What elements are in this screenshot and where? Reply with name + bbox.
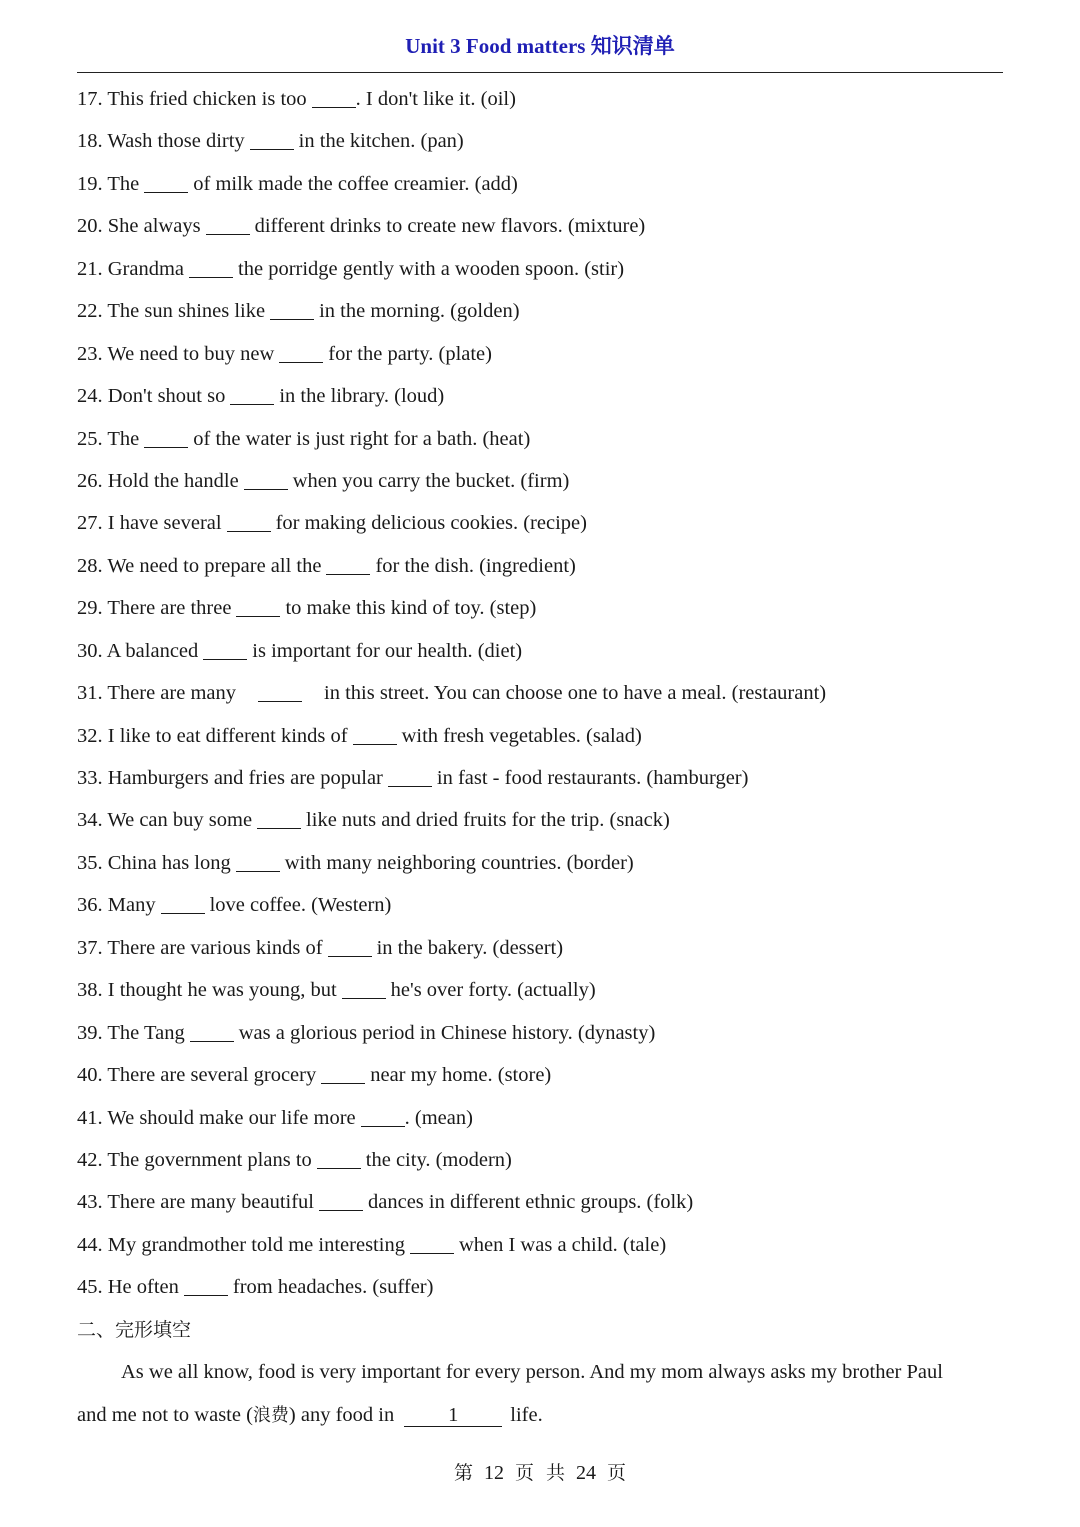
exercise-number: 24. [77, 385, 103, 408]
exercise-number: 18. [77, 130, 103, 153]
exercise-text-before: There are various kinds of [107, 936, 323, 959]
exercise-list [77, 78, 1007, 1309]
exercise-text-before: There are several grocery [107, 1064, 317, 1087]
header-divider [77, 72, 1003, 73]
exercise-text-after: in the bakery. (dessert) [376, 936, 564, 959]
exercise-number: 32. [77, 724, 103, 747]
passage-text: and me not to waste ( [77, 1403, 253, 1426]
exercise-text-before: She always [107, 215, 201, 238]
exercise-item [77, 1012, 1007, 1054]
answer-blank[interactable] [144, 174, 188, 193]
exercise-number: 38. [77, 979, 103, 1002]
answer-blank[interactable] [319, 1192, 363, 1211]
exercise-item [77, 842, 1007, 884]
exercise-number: 44. [77, 1233, 103, 1256]
exercise-text-after: . I don't like it. (oil) [355, 88, 516, 110]
passage-cjk-gloss: 浪费 [252, 1404, 289, 1426]
exercise-text-before: The Tang [107, 1021, 185, 1044]
footer-page-number: 12 [483, 1462, 504, 1484]
exercise-number: 29. [77, 597, 103, 620]
answer-blank[interactable] [328, 938, 372, 957]
answer-blank[interactable] [361, 1108, 405, 1127]
exercise-number: 43. [77, 1191, 103, 1214]
exercise-item [77, 78, 1007, 120]
answer-blank[interactable] [161, 895, 205, 914]
exercise-number: 22. [77, 300, 103, 323]
exercise-number: 40. [77, 1064, 103, 1087]
answer-blank[interactable] [279, 344, 323, 363]
exercise-item [77, 672, 1007, 714]
exercise-text-before: We need to prepare all the [107, 554, 322, 577]
exercise-text-before: Grandma [107, 257, 185, 280]
footer-prefix: 第 [453, 1462, 473, 1484]
exercise-number: 28. [77, 554, 103, 577]
answer-blank[interactable] [353, 726, 397, 745]
exercise-item [77, 248, 1007, 290]
exercise-text-before: Don't shout so [107, 385, 226, 408]
exercise-text-before: Many [107, 894, 156, 917]
passage-line: As we all know, food is very important for every person. And my mom always asks my brother Paul [121, 1361, 943, 1383]
exercise-number: 37. [77, 936, 103, 959]
exercise-text-before: There are many [107, 682, 237, 705]
exercise-text-after: the city. (modern) [365, 1148, 512, 1171]
exercise-text-before: China has long [107, 851, 231, 874]
answer-blank[interactable] [250, 131, 294, 150]
exercise-text-after: near my home. (store) [370, 1064, 552, 1087]
exercise-text-before: The sun shines like [107, 300, 266, 323]
footer-total-pages: 24 [576, 1462, 597, 1484]
exercise-text-after: from headaches. (suffer) [232, 1276, 434, 1299]
exercise-item [77, 715, 1007, 757]
exercise-text-after: with many neighboring countries. (border) [284, 851, 634, 874]
answer-blank[interactable] [326, 556, 370, 575]
exercise-text-before: There are many beautiful [107, 1191, 314, 1214]
exercise-item [77, 418, 1007, 460]
exercise-number: 31. [77, 682, 103, 705]
exercise-item [77, 205, 1007, 247]
exercise-number: 36. [77, 894, 103, 917]
exercise-text-before: Hold the handle [107, 469, 239, 492]
exercise-text-after: like nuts and dried fruits for the trip. (snack) [306, 809, 670, 832]
answer-blank[interactable] [206, 216, 250, 235]
exercise-number: 19. [77, 172, 103, 195]
section-heading: 二、完形填空 [77, 1319, 192, 1341]
passage-text: ) any food in [288, 1403, 395, 1426]
exercise-text-before: He often [107, 1276, 179, 1299]
answer-blank[interactable] [270, 301, 314, 320]
exercise-item [77, 1266, 1007, 1308]
exercise-text-before: I have several [107, 512, 222, 535]
exercise-text-after: . (mean) [404, 1106, 473, 1129]
exercise-text-before: We should make our life more [107, 1106, 356, 1129]
exercise-number: 35. [77, 851, 103, 874]
exercise-number: 25. [77, 427, 103, 450]
exercise-text-before: Hamburgers and fries are popular [107, 767, 383, 789]
exercise-number: 30. [77, 639, 103, 662]
exercise-text-after: he's over forty. (actually) [390, 979, 596, 1002]
exercise-text-after: in fast - food restaurants. (hamburger) [436, 767, 749, 789]
answer-blank[interactable] [236, 598, 280, 617]
exercise-text-after: for the dish. (ingredient) [375, 554, 576, 577]
exercise-item [77, 120, 1007, 162]
exercise-text-before: The [107, 427, 140, 450]
exercise-text-after: to make this kind of toy. (step) [285, 597, 537, 620]
exercise-text-after: love coffee. (Western) [209, 894, 392, 917]
exercise-text-after: different drinks to create new flavors. (mixture) [254, 215, 646, 238]
exercise-text-before: The government plans to [107, 1148, 312, 1171]
exercise-item [77, 587, 1007, 629]
exercise-text-after: dances in different ethnic groups. (folk) [368, 1191, 694, 1214]
exercise-text-after: was a glorious period in Chinese history. (dynasty) [238, 1021, 656, 1044]
answer-blank[interactable] [203, 641, 247, 660]
cloze-passage [77, 1351, 1003, 1437]
exercise-number: 41. [77, 1106, 103, 1129]
exercise-text-after: in the library. (loud) [279, 385, 445, 408]
exercise-item [77, 1054, 1007, 1096]
exercise-number: 20. [77, 215, 103, 238]
exercise-text-before: The [107, 172, 140, 195]
exercise-text-after: for making delicious cookies. (recipe) [275, 512, 587, 535]
exercise-text-before: This fried chicken is too [107, 88, 307, 110]
exercise-number: 45. [77, 1276, 103, 1299]
passage-text: life. [510, 1403, 543, 1426]
answer-blank[interactable] [410, 1235, 454, 1254]
page-header-title: Unit 3 Food matters 知识清单 [405, 34, 675, 58]
exercise-text-before: A balanced [106, 639, 199, 662]
exercise-item [77, 1224, 1007, 1266]
page-footer [0, 1458, 1080, 1485]
exercise-item [77, 290, 1007, 332]
answer-blank[interactable] [189, 259, 233, 278]
answer-blank[interactable] [144, 429, 188, 448]
answer-blank[interactable] [321, 1065, 365, 1084]
exercise-text-before: We need to buy new [107, 342, 275, 365]
exercise-item [77, 333, 1007, 375]
answer-blank[interactable] [227, 513, 271, 532]
passage-line [77, 1394, 1003, 1438]
answer-blank[interactable] [388, 768, 432, 787]
exercise-text-after: of the water is just right for a bath. (heat) [193, 427, 531, 450]
exercise-text-after: the porridge gently with a wooden spoon. (stir) [238, 257, 625, 280]
exercise-item [77, 927, 1007, 969]
exercise-text-after: for the party. (plate) [328, 342, 492, 365]
exercise-text-after: in the kitchen. (pan) [298, 130, 464, 153]
exercise-text-after: when you carry the bucket. (firm) [292, 469, 570, 492]
exercise-number: 17. [77, 88, 103, 110]
exercise-text-before: We can buy some [107, 809, 253, 832]
exercise-text-after: is important for our health. (diet) [252, 639, 523, 662]
exercise-text-before: Wash those dirty [107, 130, 245, 153]
footer-middle: 页 共 [514, 1462, 566, 1484]
exercise-item [77, 799, 1007, 841]
exercise-text-after: in the morning. (golden) [319, 300, 520, 323]
footer-suffix: 页 [607, 1462, 627, 1484]
answer-blank[interactable] [342, 980, 386, 999]
exercise-text-after: when I was a child. (tale) [458, 1233, 667, 1256]
exercise-text-after: of milk made the coffee creamier. (add) [193, 172, 518, 195]
answer-blank[interactable] [312, 89, 356, 108]
cloze-blank-1[interactable]: 1 [404, 1404, 502, 1427]
exercise-item [77, 1139, 1007, 1181]
exercise-item [77, 884, 1007, 926]
exercise-text-after: with fresh vegetables. (salad) [401, 724, 642, 747]
answer-blank[interactable] [184, 1277, 228, 1296]
exercise-number: 21. [77, 257, 103, 280]
exercise-item [77, 163, 1007, 205]
exercise-item [77, 545, 1007, 587]
exercise-item [77, 375, 1007, 417]
exercise-text-after: in this street. You can choose one to have a meal. (restaurant) [324, 682, 827, 705]
exercise-item [77, 1097, 1007, 1139]
exercise-number: 33. [77, 767, 103, 789]
exercise-number: 42. [77, 1148, 103, 1171]
exercise-item [77, 630, 1007, 672]
exercise-number: 26. [77, 469, 103, 492]
answer-blank[interactable] [236, 853, 280, 872]
answer-blank[interactable] [258, 683, 302, 702]
exercise-number: 34. [77, 809, 103, 832]
answer-blank[interactable] [230, 386, 274, 405]
answer-blank[interactable] [257, 810, 301, 829]
answer-blank[interactable] [190, 1023, 234, 1042]
exercise-number: 27. [77, 512, 103, 535]
exercise-item [77, 757, 1007, 799]
answer-blank[interactable] [317, 1150, 361, 1169]
exercise-text-before: My grandmother told me interesting [107, 1233, 405, 1256]
exercise-text-before: I thought he was young, but [107, 979, 337, 1002]
exercise-number: 23. [77, 342, 103, 365]
exercise-text-before: I like to eat different kinds of [107, 724, 348, 747]
exercise-item [77, 502, 1007, 544]
exercise-number: 39. [77, 1021, 103, 1044]
exercise-item [77, 460, 1007, 502]
exercise-item [77, 1181, 1007, 1223]
exercise-item [77, 969, 1007, 1011]
exercise-text-before: There are three [107, 597, 232, 620]
answer-blank[interactable] [244, 471, 288, 490]
